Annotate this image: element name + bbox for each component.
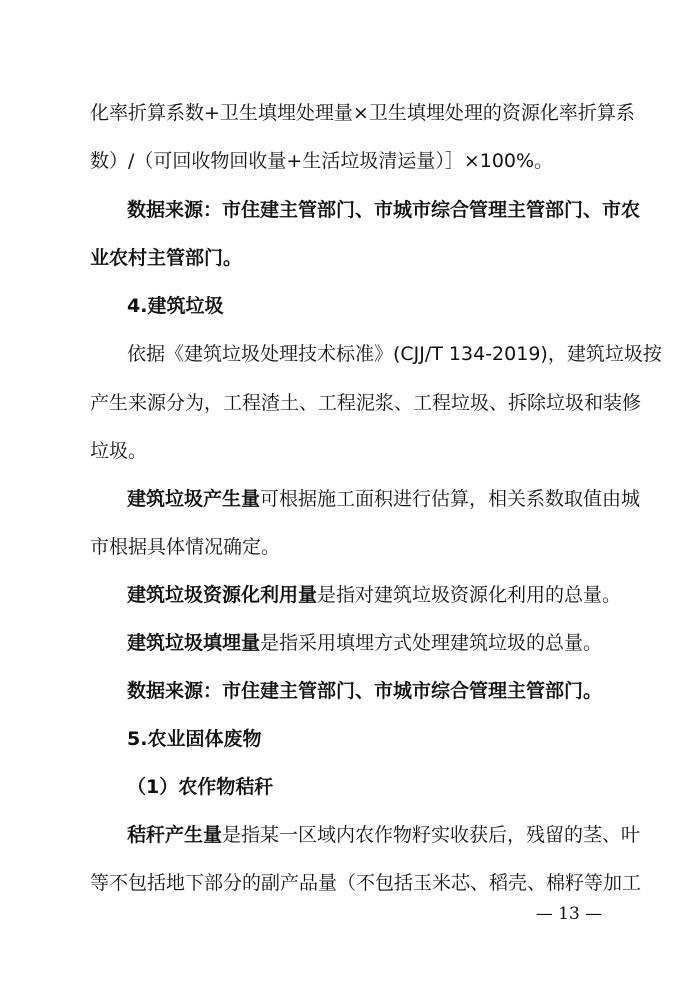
- straw-definition-line-2: 等不包括地下部分的副产品量（不包括玉米芯、稻壳、棉籽等加工: [90, 872, 642, 894]
- section-heading-construction-waste: 4.建筑垃圾: [127, 295, 224, 317]
- data-source-2: 数据来源：市住建主管部门、市城市综合管理主管部门。: [127, 680, 603, 702]
- utilization-definition: [127, 583, 621, 607]
- utilization-text: 是指对建筑垃圾资源化利用的总量。: [317, 584, 622, 606]
- formula-continuation-line-2: 数）/（可回收物回收量+生活垃圾清运量）］×100%。: [90, 150, 554, 172]
- data-source-line-1: 数据来源：市住建主管部门、市城市综合管理主管部门、市农: [127, 199, 641, 221]
- formula-continuation-line-1: 化率折算系数+卫生填埋处理量×卫生填埋处理的资源化率折算系: [90, 102, 635, 124]
- straw-definition-line-1: [127, 823, 640, 847]
- data-source-line-2: 业农村主管部门。: [90, 247, 243, 269]
- landfill-definition: [127, 631, 602, 655]
- generation-definition-line-1: [127, 487, 640, 511]
- generation-term: 建筑垃圾产生量: [127, 488, 261, 510]
- landfill-text: 是指采用填埋方式处理建筑垃圾的总量。: [260, 632, 603, 654]
- straw-text: 是指某一区域内农作物籽实收获后，残留的茎、叶: [222, 824, 641, 846]
- standard-basis-line-3: 垃圾。: [90, 440, 148, 462]
- page-number: — 13 —: [535, 904, 603, 924]
- subheading-crop-straw: （1）农作物秸秆: [127, 776, 274, 798]
- generation-definition-line-2: 市根据具体情况确定。: [90, 536, 281, 558]
- straw-term: 秸秆产生量: [127, 824, 223, 846]
- standard-basis-line-1: 依据《建筑垃圾处理技术标准》(CJJ/T 134-2019)，建筑垃圾按: [127, 343, 662, 365]
- generation-text: 可根据施工面积进行估算，相关系数取值由城: [260, 488, 641, 510]
- section-heading-agricultural-waste: 5.农业固体废物: [127, 728, 262, 750]
- utilization-term: 建筑垃圾资源化利用量: [127, 584, 318, 606]
- standard-basis-line-2: 产生来源分为，工程渣土、工程泥浆、工程垃圾、拆除垃圾和装修: [90, 392, 642, 414]
- landfill-term: 建筑垃圾填埋量: [127, 632, 261, 654]
